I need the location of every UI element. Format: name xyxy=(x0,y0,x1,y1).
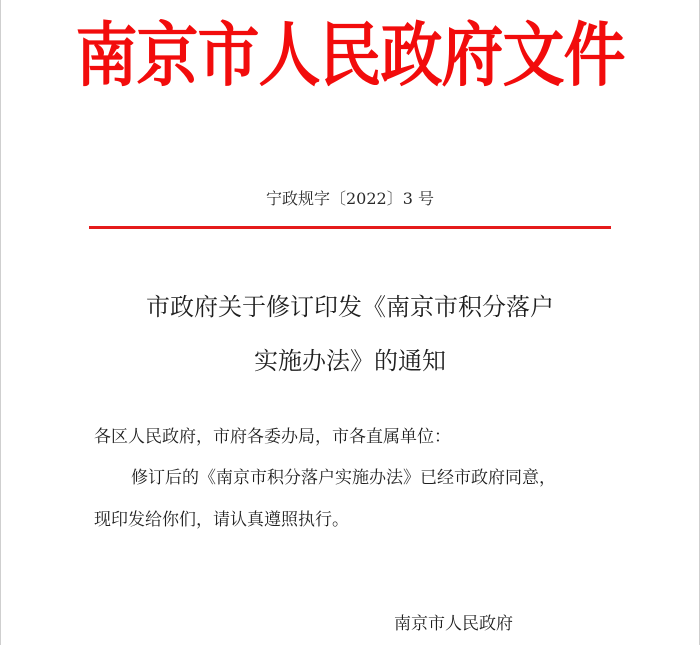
notice-title-line-1: 市政府关于修订印发《南京市积分落户 xyxy=(146,293,554,321)
salutation: 各区人民政府，市府各委办局，市各直属单位： xyxy=(94,427,451,447)
document-number: 宁政规字〔2022〕3 号 xyxy=(266,189,434,208)
issuer-signature: 南京市人民政府 xyxy=(394,614,513,634)
body-paragraph-line-1: 修订后的《南京市积分落户实施办法》已经市政府同意， xyxy=(131,468,556,488)
notice-title-line-2: 实施办法》的通知 xyxy=(254,347,446,375)
body-paragraph-line-2: 现印发给你们，请认真遵照执行。 xyxy=(94,510,349,530)
red-separator-line xyxy=(89,226,611,229)
document-masthead: 南京市人民政府文件 xyxy=(75,14,625,97)
